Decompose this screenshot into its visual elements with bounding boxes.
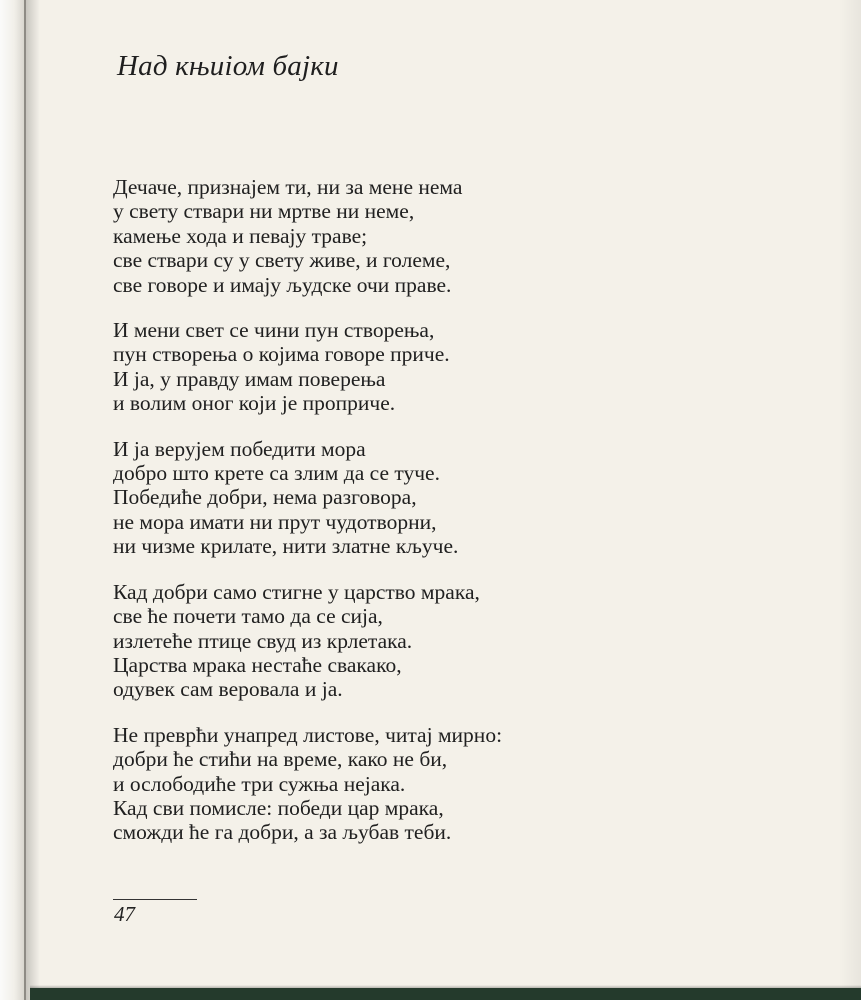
poem-line: Дечаче, признајем ти, ни за мене нема xyxy=(113,175,463,199)
page-number: 47 xyxy=(114,902,135,926)
stanza-2 xyxy=(113,318,813,416)
stanza-5 xyxy=(113,723,813,845)
poem-line: одувек сам веровала и ја. xyxy=(113,677,343,702)
page-edge-shadow xyxy=(839,0,861,1000)
poem-line: и волим оног који је проприче. xyxy=(113,391,396,416)
poem-line: И ја верујем победити мора xyxy=(113,436,366,461)
poem-line: све ствари су у свету живе, и големе, xyxy=(113,248,451,273)
stanza-3 xyxy=(113,437,813,559)
poem-line: у свету ствари ни мртве ни неме, xyxy=(113,199,415,224)
stanza-1 xyxy=(113,175,813,297)
poem-line: Не преврћи унапред листове, читај мирно: xyxy=(113,722,503,747)
poem-line: све говоре и имају људске очи праве. xyxy=(113,272,452,297)
poem-title: Над књиіом бајки xyxy=(117,50,339,82)
book-binding xyxy=(0,0,24,1000)
poem-line: камење хода и певају траве; xyxy=(113,223,368,248)
poem-line: И мени свет се чини пун створења, xyxy=(113,318,435,343)
poem-line: добри ће стићи на време, како не би, xyxy=(113,747,448,772)
poem-line: Кад добри само стигне у царство мрака, xyxy=(113,579,480,604)
poem-line: добро што крете са злим да се туче. xyxy=(113,461,440,486)
poem-body xyxy=(113,175,813,866)
poem-line: и ослободиће три сужња нејака. xyxy=(113,771,406,796)
poem-line: пун створења о којима говоре приче. xyxy=(113,342,450,367)
gutter-shadow xyxy=(26,0,40,1000)
book-cover-edge xyxy=(30,988,861,1000)
poem-line: излетеће птице свуд из крлетака. xyxy=(113,628,413,653)
poem-line: ни чизме крилате, нити златне кључе. xyxy=(113,534,459,559)
poem-line: Кад сви помисле: победи цар мрака, xyxy=(113,795,444,820)
stanza-4 xyxy=(113,580,813,702)
poem-line: све ће почети тамо да се сија, xyxy=(113,604,383,629)
poem-line: сможди ће га добри, а за љубав теби. xyxy=(113,820,452,845)
poem-line: Царства мрака нестаће свакако, xyxy=(113,652,402,677)
poem-line: Победиће добри, нема разговора, xyxy=(113,485,417,510)
poem-line: И ја, у правду имам поверења xyxy=(113,366,386,391)
poem-line: не мора имати ни прут чудотворни, xyxy=(113,509,437,534)
footer-rule xyxy=(113,899,197,900)
